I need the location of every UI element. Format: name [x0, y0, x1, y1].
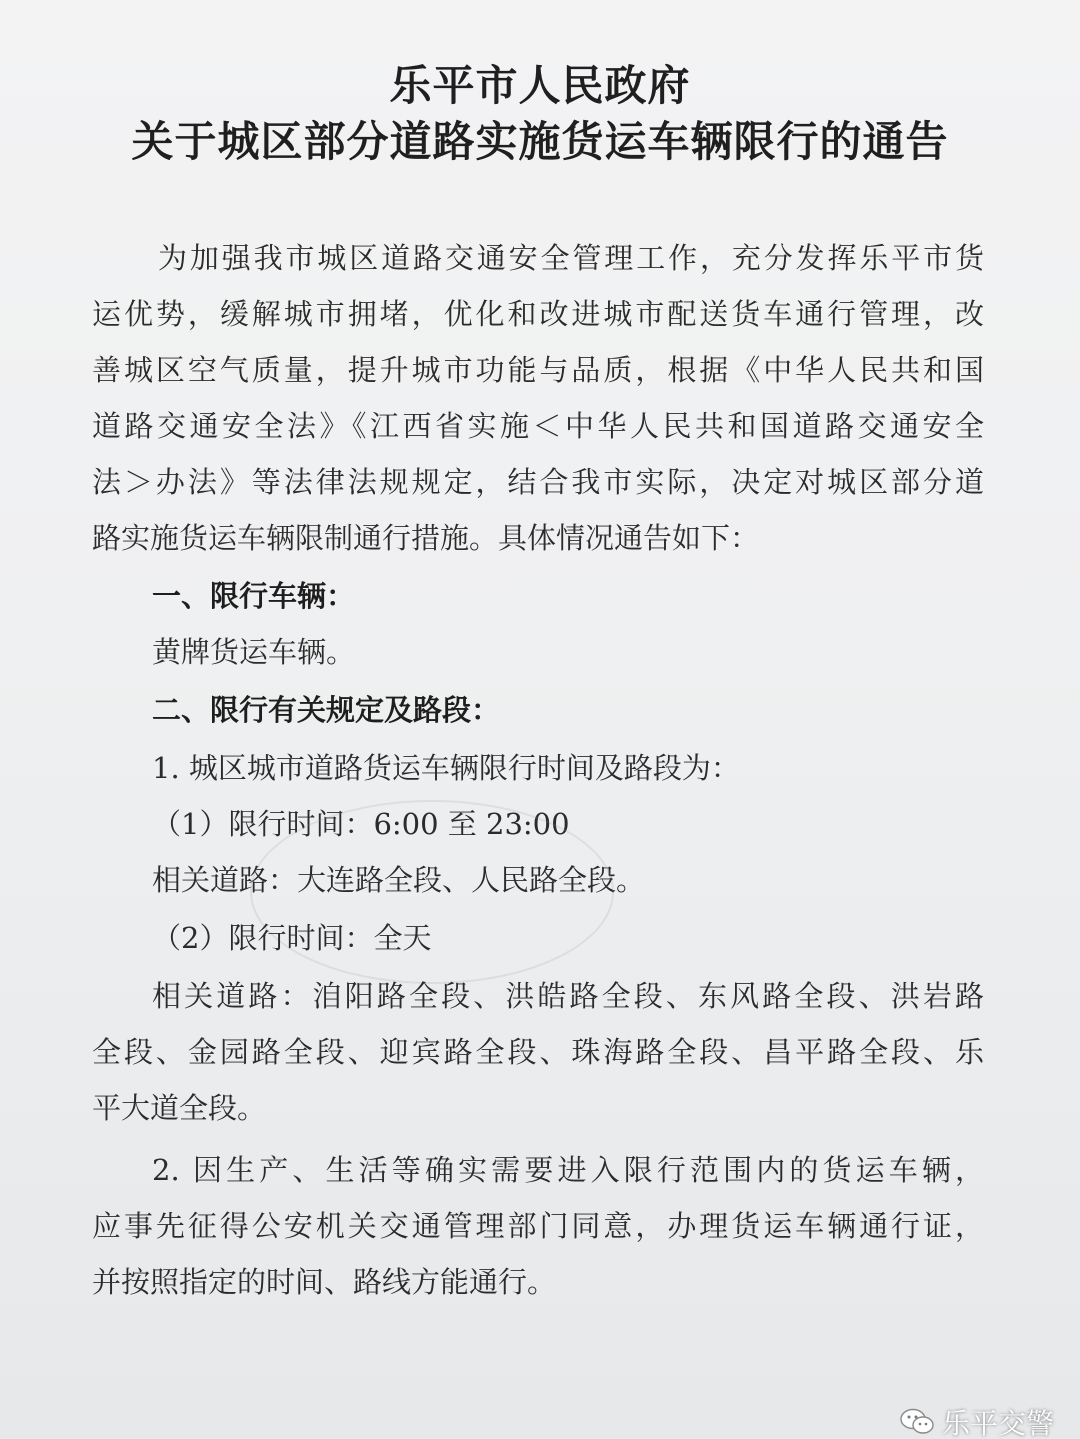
- sub2-roads-line-2: 全段、金园路全段、迎宾路全段、珠海路全段、昌平路全段、乐: [92, 1035, 984, 1069]
- section1-body: 黄牌货运车辆。: [152, 635, 356, 669]
- sub2-time: （2）限行时间：全天: [152, 921, 432, 955]
- intro-line-2: 运优势，缓解城市拥堵，优化和改进城市配送货车通行管理，改: [92, 297, 984, 331]
- watermark-text: 乐平交警: [942, 1407, 1055, 1439]
- section2-heading: 二、限行有关规定及路段：: [152, 693, 501, 727]
- sub1-roads: 相关道路：大连路全段、人民路全段。: [152, 863, 646, 897]
- item1: 1. 城区城市道路货运车辆限行时间及路段为：: [152, 751, 740, 785]
- item2-line-2: 应事先征得公安机关交通管理部门同意，办理货运车辆通行证，: [92, 1209, 984, 1243]
- sub2-roads-line-3: 平大道全段。: [92, 1091, 267, 1125]
- sub2-roads-line-1: 相关道路：洎阳路全段、洪皓路全段、东风路全段、洪岩路: [152, 979, 984, 1013]
- document-title-line2: 关于城区部分道路实施货运车辆限行的通告: [131, 117, 949, 166]
- sub1-time: （1）限行时间：6:00 至 23:00: [152, 807, 570, 841]
- intro-line-3: 善城区空气质量，提升城市功能与品质，根据《中华人民共和国: [92, 353, 984, 387]
- section1-heading: 一、限行车辆：: [152, 579, 356, 613]
- intro-line-1: 为加强我市城区道路交通安全管理工作，充分发挥乐平市货: [158, 241, 984, 275]
- wechat-icon: [900, 1408, 934, 1436]
- intro-line-4: 道路交通安全法》《江西省实施＜中华人民共和国道路交通安全: [92, 409, 984, 443]
- item2-line-3: 并按照指定的时间、路线方能通行。: [92, 1265, 557, 1299]
- intro-line-5: 法＞办法》等法律法规规定，结合我市实际，决定对城区部分道: [92, 465, 984, 499]
- document-title-line1: 乐平市人民政府: [389, 61, 691, 110]
- intro-line-6: 路实施货运车辆限制通行措施。具体情况通告如下：: [92, 521, 760, 555]
- item2-line-1: 2. 因生产、生活等确实需要进入限行范围内的货运车辆，: [152, 1153, 984, 1187]
- watermark: [900, 1402, 1054, 1439]
